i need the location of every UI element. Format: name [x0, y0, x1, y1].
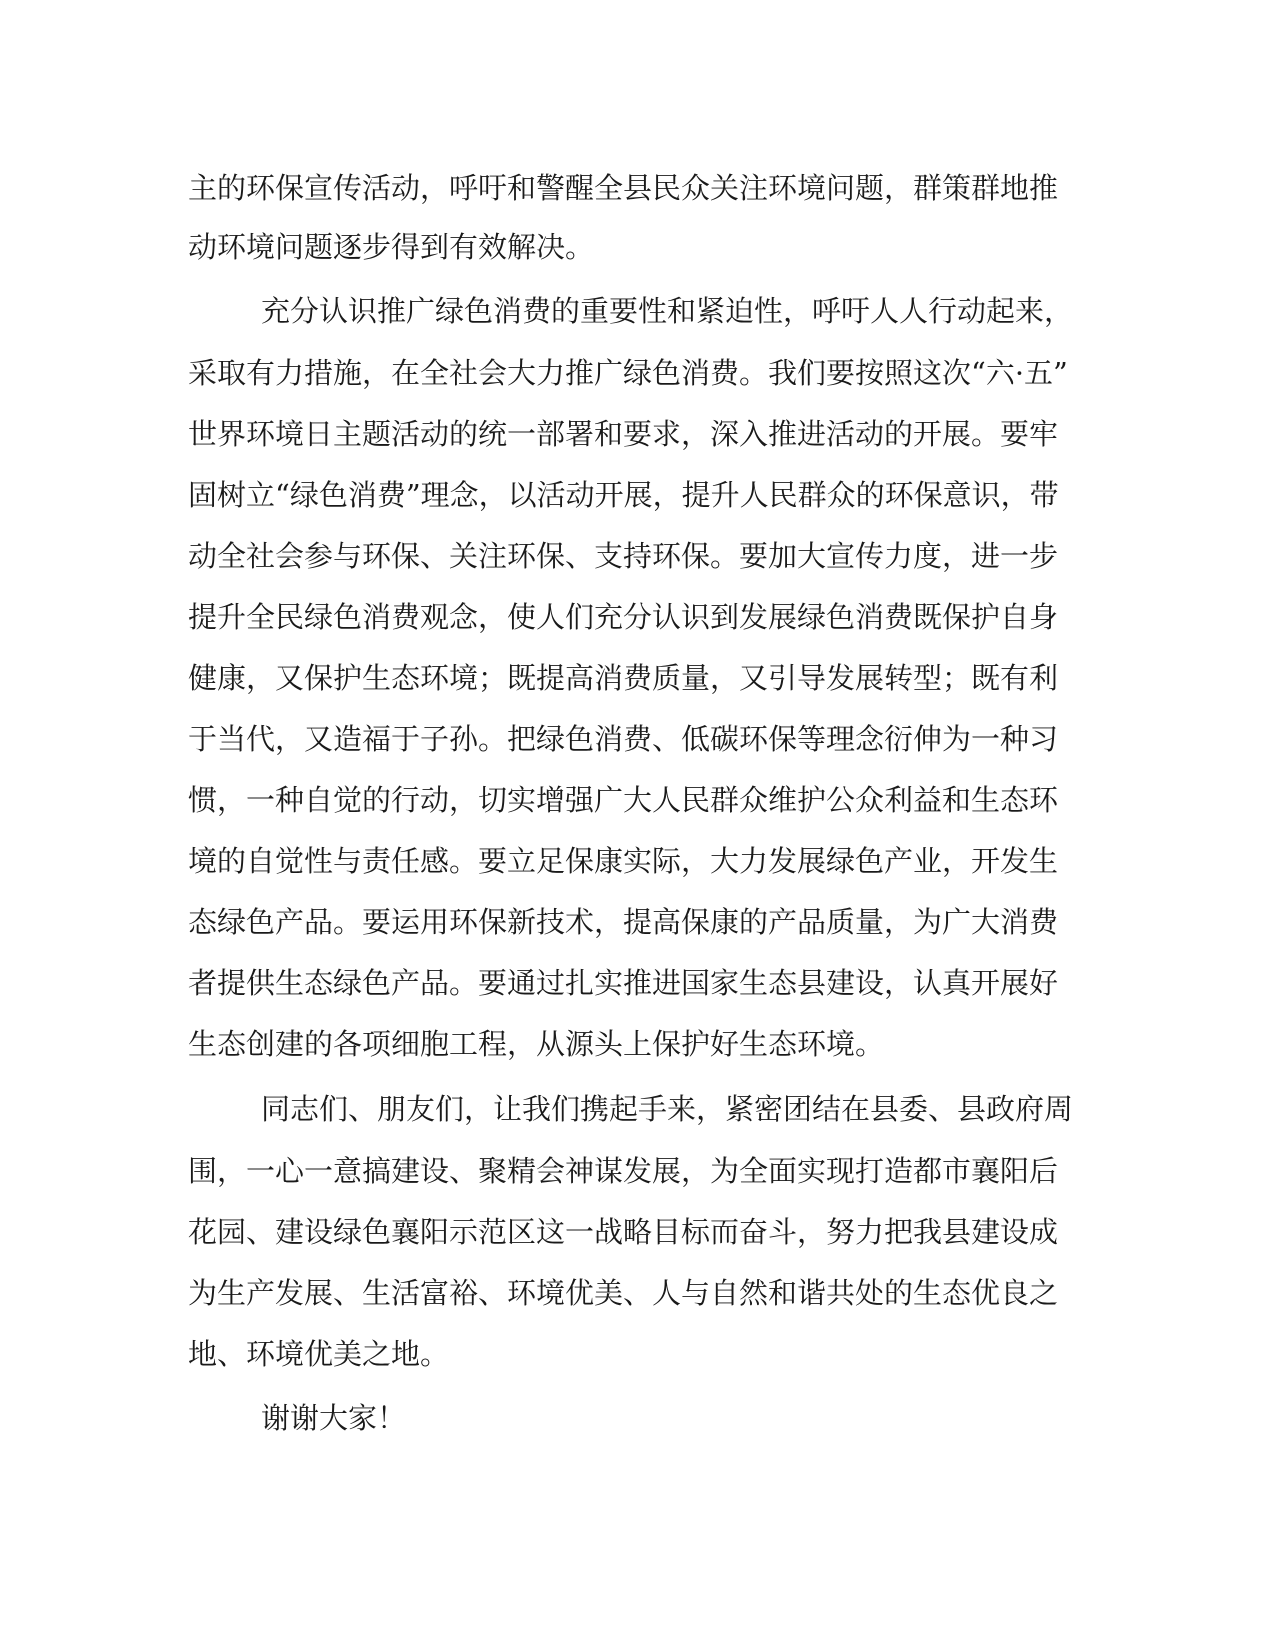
paragraph-line: 充分认识推广绿色消费的重要性和紧迫性，呼吁人人行动起来， [261, 294, 1074, 328]
paragraph-line: 态绿色产品。要运用环保新技术，提高保康的产品质量，为广大消费 [188, 905, 1059, 939]
paragraph-line: 世界环境日主题活动的统一部署和要求，深入推进活动的开展。要牢 [188, 417, 1059, 451]
paragraph-line: 提升全民绿色消费观念，使人们充分认识到发展绿色消费既保护自身 [188, 600, 1059, 634]
paragraph-line: 于当代，又造福于子孙。把绿色消费、低碳环保等理念衍伸为一种习 [188, 722, 1059, 756]
paragraph-line: 主的环保宣传活动，呼吁和警醒全县民众关注环境问题，群策群地推 [188, 171, 1059, 205]
paragraph-line: 同志们、朋友们，让我们携起手来，紧密团结在县委、县政府周 [261, 1092, 1074, 1126]
paragraph-line: 生态创建的各项细胞工程，从源头上保护好生态环境。 [188, 1027, 885, 1061]
paragraph-line: 地、环境优美之地。 [188, 1337, 450, 1371]
paragraph-line: 动全社会参与环保、关注环保、支持环保。要加大宣传力度，进一步 [188, 539, 1059, 573]
paragraph-line: 境的自觉性与责任感。要立足保康实际，大力发展绿色产业，开发生 [188, 844, 1059, 878]
closing-line: 谢谢大家！ [261, 1401, 407, 1435]
paragraph-line: 为生产发展、生活富裕、环境优美、人与自然和谐共处的生态优良之 [188, 1276, 1059, 1310]
paragraph-line: 健康，又保护生态环境；既提高消费质量，又引导发展转型；既有利 [188, 661, 1059, 695]
paragraph-line: 采取有力措施，在全社会大力推广绿色消费。我们要按照这次“六·五” [188, 356, 1068, 390]
paragraph-line: 动环境问题逐步得到有效解决。 [188, 230, 595, 264]
paragraph-line: 花园、建设绿色襄阳示范区这一战略目标而奋斗，努力把我县建设成 [188, 1215, 1059, 1249]
paragraph-line: 者提供生态绿色产品。要通过扎实推进国家生态县建设，认真开展好 [188, 966, 1059, 1000]
paragraph-line: 固树立“绿色消费”理念，以活动开展，提升人民群众的环保意识，带 [188, 478, 1059, 512]
paragraph-line: 围，一心一意搞建设、聚精会神谋发展，为全面实现打造都市襄阳后 [188, 1154, 1059, 1188]
paragraph-line: 惯，一种自觉的行动，切实增强广大人民群众维护公众利益和生态环 [188, 783, 1059, 817]
